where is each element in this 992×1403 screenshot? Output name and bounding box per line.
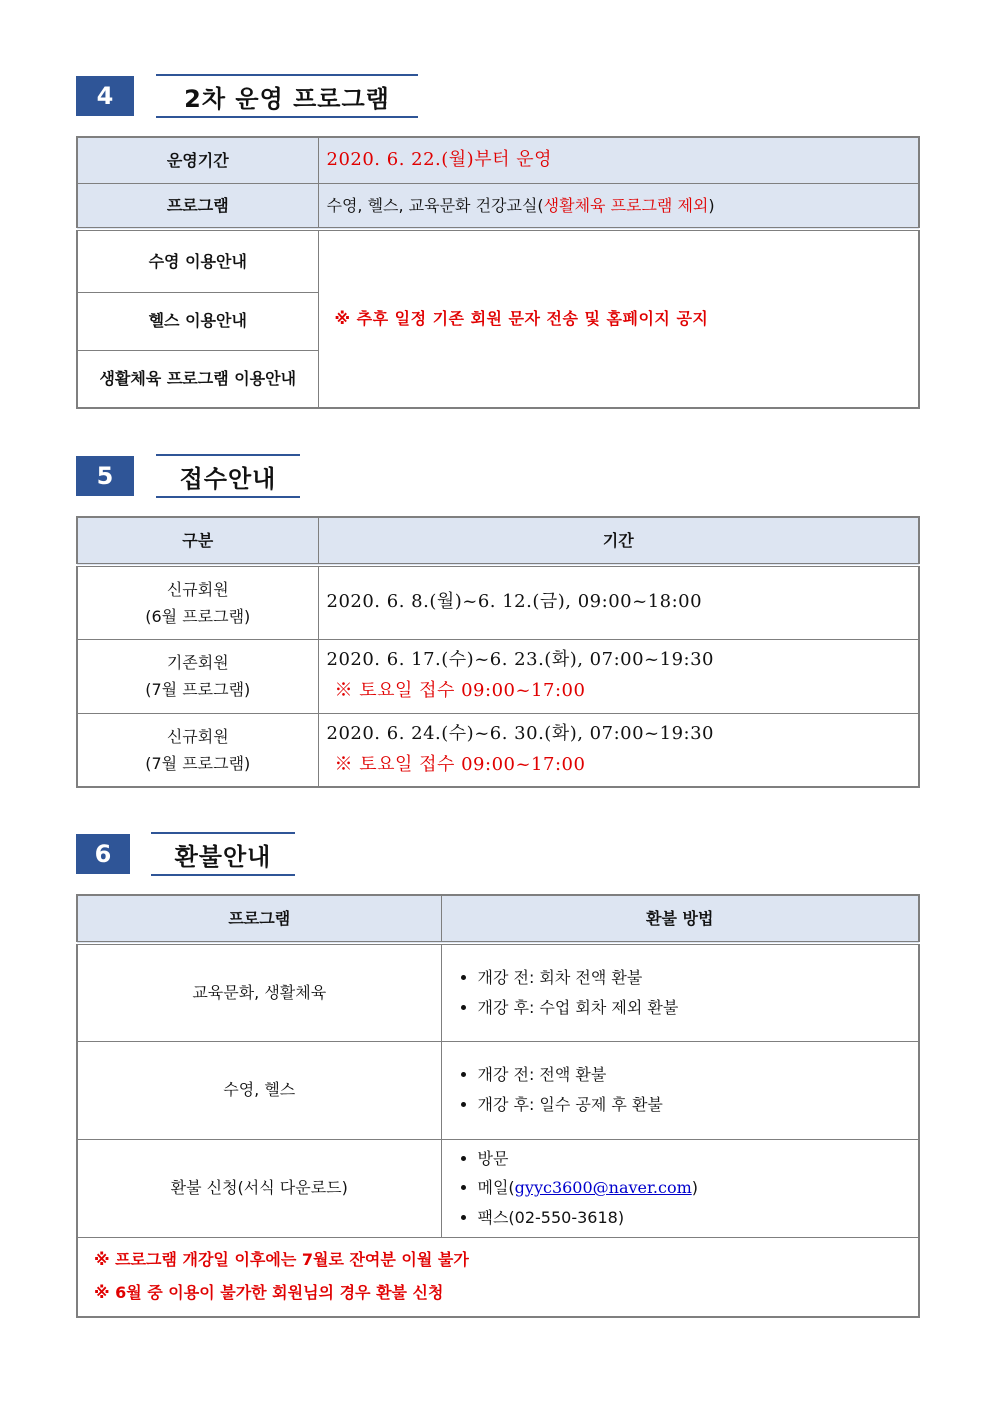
list-item: • 개강 전: 전액 환불 [478,1060,911,1090]
notice-cell [318,229,919,408]
period-label: 운영기간 [77,137,318,183]
reg-row-period: 2020. 6. 8.(월)~6. 12.(금), 09:00~18:00 [318,565,919,639]
reg-row-label: 신규회원 (7월 프로그램) [77,713,318,787]
reg-row-label: 신규회원 (6월 프로그램) [77,565,318,639]
reg-row-period: 2020. 6. 24.(수)~6. 30.(화), 07:00~19:30 ※ 토요일 접수 09:00~17:00 [318,713,919,787]
table-row [77,943,919,1041]
reg-header-category: 구분 [77,517,318,565]
refund-table [76,894,920,1318]
list-item: • 방문 [478,1144,911,1174]
section-4-number: 4 [76,76,134,116]
reg-header-period: 기간 [318,517,919,565]
list-item: • 팩스(02-550-3618) [478,1203,911,1233]
saturday-note: ※ 토요일 접수 09:00~17:00 [334,753,586,775]
notice-text: ※ 추후 일정 기존 회원 문자 전송 및 홈페이지 공지 [334,308,709,328]
health-guide-label: 헬스 이용안내 [77,292,318,350]
section-6-number: 6 [76,834,130,874]
list-item: • 개강 후: 수업 회차 제외 환불 [478,993,911,1023]
swim-guide-label: 수영 이용안내 [77,229,318,292]
list-item: • 개강 후: 일수 공제 후 환불 [478,1090,911,1120]
table-row [77,1139,919,1237]
program-label: 프로그램 [77,183,318,229]
section-5-title: 접수안내 [156,454,300,498]
refund-note: ※ 6월 중 이용이 불가한 회원님의 경우 환불 신청 [94,1282,444,1302]
section-4-title: 2차 운영 프로그램 [156,74,418,118]
saturday-note: ※ 토요일 접수 09:00~17:00 [334,680,586,701]
table-row [77,639,919,713]
table-row [77,565,919,639]
sports-guide-label: 생활체육 프로그램 이용안내 [77,350,318,408]
reg-row-label: 기존회원 (7월 프로그램) [77,639,318,713]
refund-note: ※ 프로그램 개강일 이후에는 7월로 잔여분 이월 불가 [94,1249,469,1269]
program-value: 수영, 헬스, 교육문화 건강교실(생활체육 프로그램 제외) [318,183,919,229]
refund-row-label: 교육문화, 생활체육 [77,943,441,1041]
refund-row-method [441,1041,919,1139]
section-5-number: 5 [76,456,134,496]
refund-row-label: 수영, 헬스 [77,1041,441,1139]
section-6-title: 환불안내 [151,832,295,876]
period-value: 2020. 6. 22.(월)부터 운영 [318,137,919,183]
email-link[interactable]: gyyc3600@naver.com [514,1178,692,1198]
reg-row-period: 2020. 6. 17.(수)~6. 23.(화), 07:00~19:30 ※ 토요일 접수 09:00~17:00 [318,639,919,713]
list-item: • 개강 전: 회차 전액 환불 [478,963,911,993]
refund-header-method: 환불 방법 [441,895,919,943]
operation-program-table [76,136,920,409]
table-row [77,1041,919,1139]
refund-header-program: 프로그램 [77,895,441,943]
list-item: • 메일(gyyc3600@naver.com) [478,1173,911,1203]
refund-apply-methods [441,1139,919,1237]
refund-notes [77,1237,919,1317]
refund-apply-label: 환불 신청(서식 다운로드) [77,1139,441,1237]
refund-row-method [441,943,919,1041]
registration-table [76,516,920,788]
table-row [77,713,919,787]
